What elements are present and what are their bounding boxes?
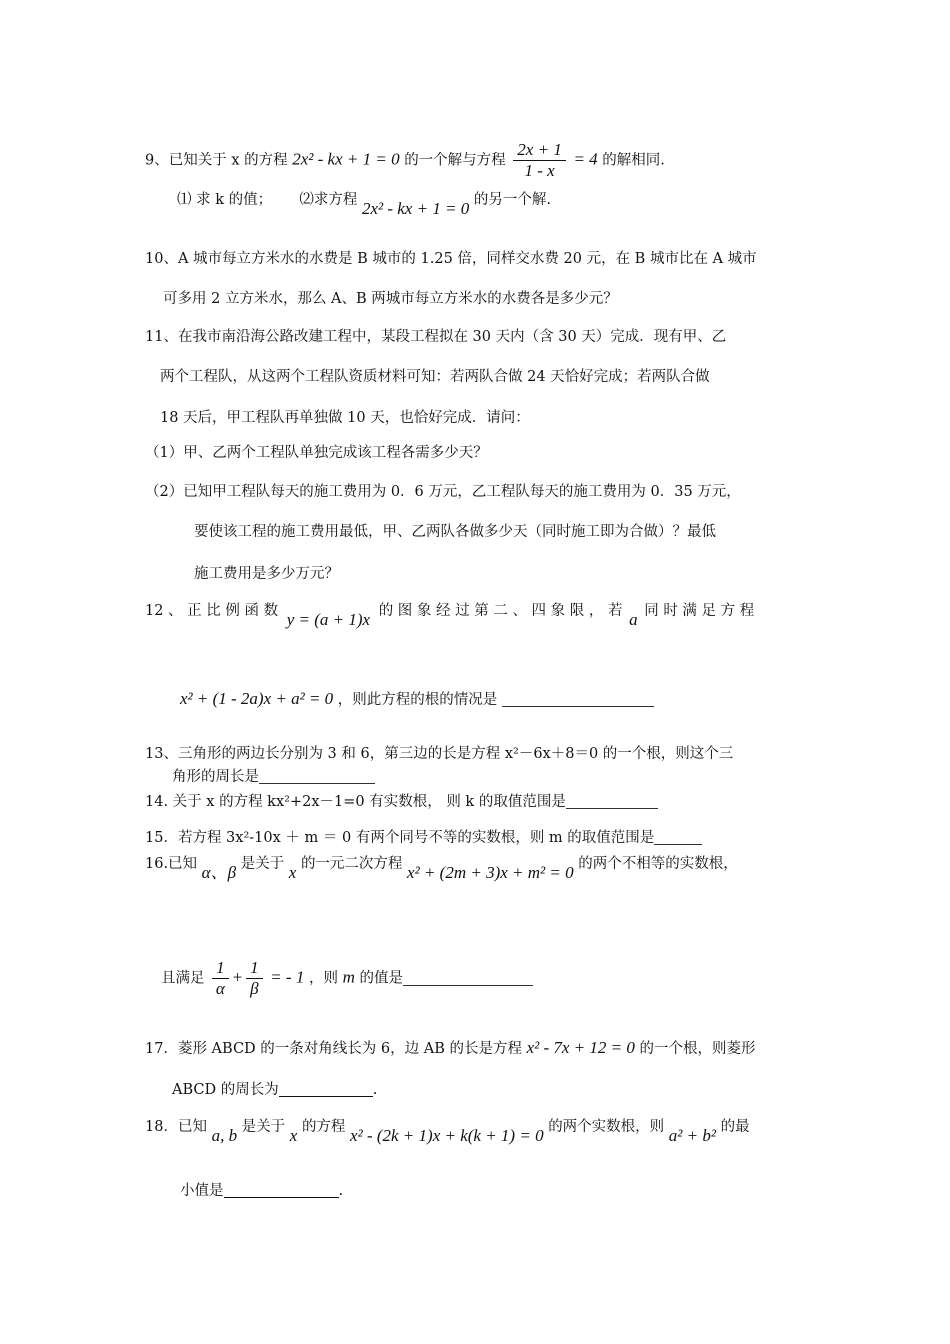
q13-answer-blank[interactable]	[259, 768, 375, 784]
q18-text-c: 的方程	[301, 1119, 346, 1135]
q16-text-g: ，则	[308, 970, 338, 987]
q18-text-a: 18．已知	[145, 1119, 207, 1135]
q17-equation: x² - 7x + 12 = 0	[526, 1038, 635, 1057]
q16-text-d: 的两个不相等的实数根，	[578, 856, 738, 872]
q18-expression: a² + b²	[668, 1126, 716, 1145]
q18-text-f: 小值是	[180, 1183, 224, 1199]
q12-line2	[180, 690, 654, 709]
q12-text-a: 12 、 正 比 例 函 数	[145, 603, 279, 619]
q11-part2-line3: 施工费用是多少万元？	[194, 566, 339, 582]
q12-text-c: 同 时 满 足 方 程	[644, 603, 755, 619]
q15-answer-blank[interactable]	[654, 829, 702, 845]
q18-var-x: x	[289, 1126, 298, 1145]
q9-sub-a: ⑴ 求 k 的值；	[177, 192, 273, 208]
q9-line2	[177, 190, 552, 218]
q11-part2-line1: （2）已知甲工程队每天的施工费用为 0．6 万元，乙工程队每天的施工费用为 0．35 万元，	[145, 484, 741, 500]
q16-frac1-num: 1	[212, 958, 229, 979]
q17-text-b: 的一个根，则菱形	[639, 1041, 756, 1057]
q16-var-x: x	[288, 863, 297, 882]
q9-text-c: 的解相同.	[602, 152, 665, 169]
q12-function: y = (a + 1)x	[286, 610, 371, 629]
q9-sub-c: 的另一个解.	[473, 192, 552, 208]
q16-equation: x² + (2m + 3)x + m² = 0	[407, 863, 574, 882]
q16-var-m: m	[342, 967, 355, 987]
q16-roots: α、β	[201, 863, 237, 882]
q16-fraction-beta	[246, 958, 263, 999]
q9-sub-equation: 2x² - kx + 1 = 0	[361, 199, 470, 218]
q12-line1	[145, 601, 755, 629]
q16-line2	[161, 958, 533, 999]
q9-equation-1: 2x² - kx + 1 = 0	[292, 149, 400, 169]
q9-fraction-numerator: 2x + 1	[513, 140, 566, 161]
q16-text-b: 是关于	[240, 856, 285, 872]
q11-line2: 两个工程队，从这两个工程队资质材料可知：若两队合做 24 天恰好完成；若两队合做	[160, 369, 710, 385]
q11-line1: 11、在我市南沿海公路改建工程中，某段工程拟在 30 天内（含 30 天）完成．现有甲、乙	[145, 329, 727, 345]
q18-line1	[145, 1117, 750, 1145]
q9-sub-b: ⑵求方程	[299, 192, 358, 208]
q17-text-c: ABCD 的周长为	[172, 1082, 279, 1098]
q16-rhs: = - 1	[270, 967, 305, 987]
q14-line	[145, 793, 658, 811]
q9-equation-2-rhs: = 4	[573, 149, 598, 169]
q18-text-d: 的两个实数根，则	[548, 1119, 665, 1135]
q16-answer-blank[interactable]	[403, 970, 533, 986]
q18-roots: a, b	[211, 1126, 238, 1145]
q18-period: .	[338, 1183, 344, 1199]
q12-var-a: a	[629, 610, 638, 629]
q11-line3: 18 天后，甲工程队再单独做 10 天，也恰好完成．请问：	[160, 410, 530, 426]
q16-frac1-den: α	[215, 979, 225, 998]
q15-line	[145, 829, 702, 847]
q9-text-b: 的一个解与方程	[404, 152, 506, 169]
q18-text-b: 是关于	[241, 1119, 286, 1135]
q16-text-a: 16.已知	[145, 856, 198, 872]
q12-text-d: ，则此方程的根的情况是	[337, 692, 498, 708]
q14-answer-blank[interactable]	[566, 793, 658, 809]
q14-text: 14. 关于 x 的方程 kx²+2x－1=0 有实数根， 则 k 的取值范围是	[145, 794, 566, 810]
q9-fraction	[513, 140, 566, 181]
q10-line1: 10、A 城市每立方米水的水费是 B 城市的 1.25 倍，同样交水费 20 元，在 B 城市比在 A 城市	[145, 251, 757, 267]
q10-line2: 可多用 2 立方米水，那么 A、B 两城市每立方米水的水费各是多少元？	[163, 291, 618, 307]
q13-line2	[172, 768, 375, 786]
q17-line2	[172, 1081, 377, 1099]
q12-answer-blank[interactable]	[502, 691, 654, 707]
q18-answer-blank[interactable]	[224, 1182, 339, 1198]
q9-text-a: 9、已知关于 x 的方程	[145, 152, 288, 169]
q16-frac2-num: 1	[246, 958, 263, 979]
q16-text-h: 的值是	[359, 970, 403, 987]
q17-answer-blank[interactable]	[279, 1081, 373, 1097]
q17-text-a: 17．菱形 ABCD 的一条对角线长为 6，边 AB 的长是方程	[145, 1041, 522, 1057]
q15-text: 15．若方程 3x²-10x ＋ m ＝ 0 有两个同号不等的实数根，则 m 的取值范围是	[145, 830, 655, 846]
q13-text: 角形的周长是	[172, 769, 259, 785]
q16-text-e: 且满足	[161, 970, 205, 987]
q16-fraction-alpha	[212, 958, 229, 999]
q11-part1: （1）甲、乙两个工程队单独完成该工程各需多少天？	[145, 445, 488, 461]
q16-line1	[145, 854, 738, 882]
q11-part2-line2: 要使该工程的施工费用最低，甲、乙两队各做多少天（同时施工即为合做）？最低	[194, 524, 716, 540]
q17-period: .	[372, 1082, 378, 1098]
q17-line1	[145, 1039, 755, 1058]
q16-text-c: 的一元二次方程	[300, 856, 403, 872]
q16-plus: +	[231, 967, 244, 987]
q13-line1: 13、三角形的两边长分别为 3 和 6，第三边的长是方程 x²－6x＋8＝0 的一个根，则这个三	[145, 746, 734, 762]
q9-line1	[145, 140, 665, 181]
q18-text-e: 的最	[720, 1119, 750, 1135]
q12-equation: x² + (1 - 2a)x + a² = 0	[180, 689, 334, 708]
q18-line2	[180, 1182, 343, 1200]
q16-frac2-den: β	[250, 979, 259, 998]
q18-equation: x² - (2k + 1)x + k(k + 1) = 0	[350, 1126, 544, 1145]
q9-fraction-denominator: 1 - x	[524, 161, 555, 180]
q12-text-b: 的 图 象 经 过 第 二 、 四 象 限 ， 若	[378, 603, 623, 619]
